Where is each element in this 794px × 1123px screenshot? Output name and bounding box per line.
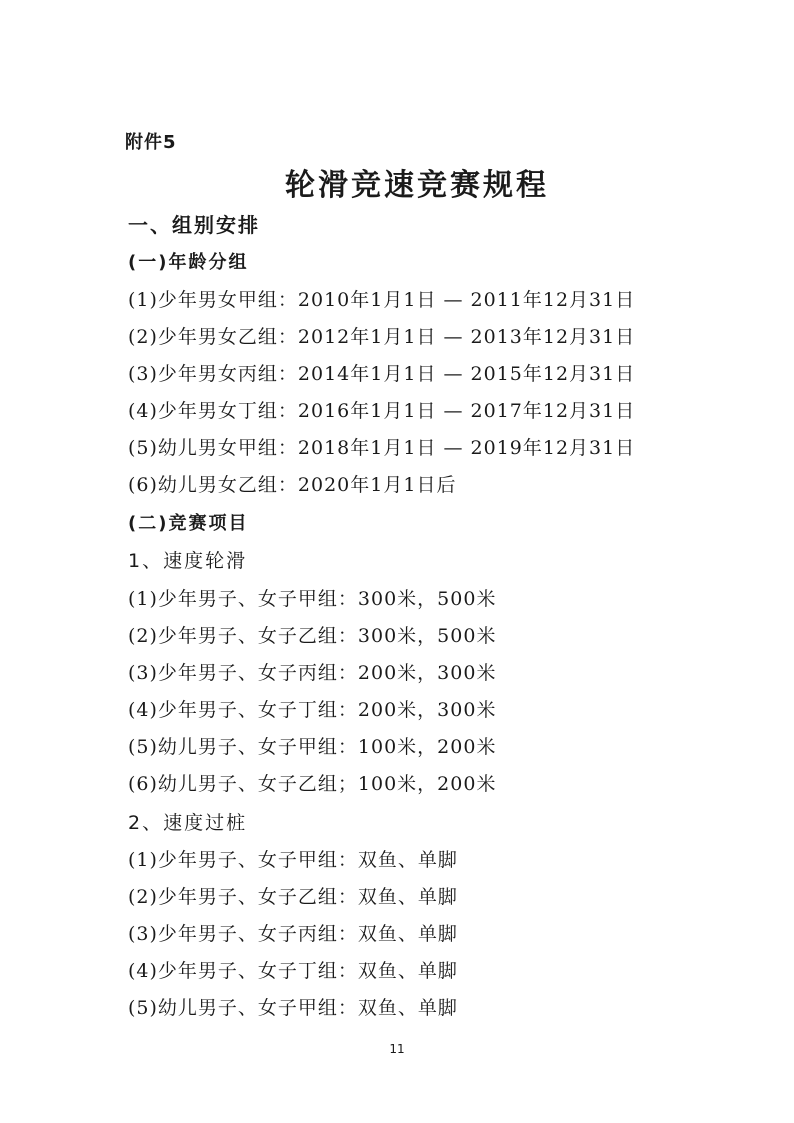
age-group-item: (1)少年男女甲组：2010年1月1日 — 2011年12月31日 <box>128 289 636 311</box>
speed-skating-item: (3)少年男子、女子丙组：200米，300米 <box>128 662 497 684</box>
event-heading-speed-slalom: 2、速度过桩 <box>128 812 248 834</box>
section-heading-grouping: 一、组别安排 <box>128 213 260 237</box>
attachment-label: 附件5 <box>125 132 177 153</box>
document-title: 轮滑竞速竞赛规程 <box>285 168 549 203</box>
speed-skating-item: (5)幼儿男子、女子甲组：100米，200米 <box>128 736 497 758</box>
speed-skating-item: (4)少年男子、女子丁组：200米，300米 <box>128 699 497 721</box>
speed-slalom-item: (2)少年男子、女子乙组：双鱼、单脚 <box>128 886 458 908</box>
age-group-item: (2)少年男女乙组：2012年1月1日 — 2013年12月31日 <box>128 326 636 348</box>
speed-skating-item: (2)少年男子、女子乙组：300米，500米 <box>128 625 497 647</box>
speed-skating-item: (1)少年男子、女子甲组：300米，500米 <box>128 588 497 610</box>
age-group-item: (6)幼儿男女乙组：2020年1月1日后 <box>128 474 457 496</box>
speed-slalom-item: (1)少年男子、女子甲组：双鱼、单脚 <box>128 849 458 871</box>
age-group-item: (4)少年男女丁组：2016年1月1日 — 2017年12月31日 <box>128 400 636 422</box>
event-heading-speed-skating: 1、速度轮滑 <box>128 550 248 572</box>
page-number: 11 <box>389 1042 405 1056</box>
subsection-heading-age-groups: (一)年龄分组 <box>128 252 249 273</box>
speed-slalom-item: (4)少年男子、女子丁组：双鱼、单脚 <box>128 960 458 982</box>
speed-slalom-item: (3)少年男子、女子丙组：双鱼、单脚 <box>128 923 458 945</box>
age-group-item: (3)少年男女丙组：2014年1月1日 — 2015年12月31日 <box>128 363 636 385</box>
subsection-heading-events: (二)竞赛项目 <box>128 513 249 534</box>
age-group-item: (5)幼儿男女甲组：2018年1月1日 — 2019年12月31日 <box>128 437 636 459</box>
speed-skating-item: (6)幼儿男子、女子乙组；100米，200米 <box>128 773 497 795</box>
speed-slalom-item: (5)幼儿男子、女子甲组：双鱼、单脚 <box>128 997 458 1019</box>
